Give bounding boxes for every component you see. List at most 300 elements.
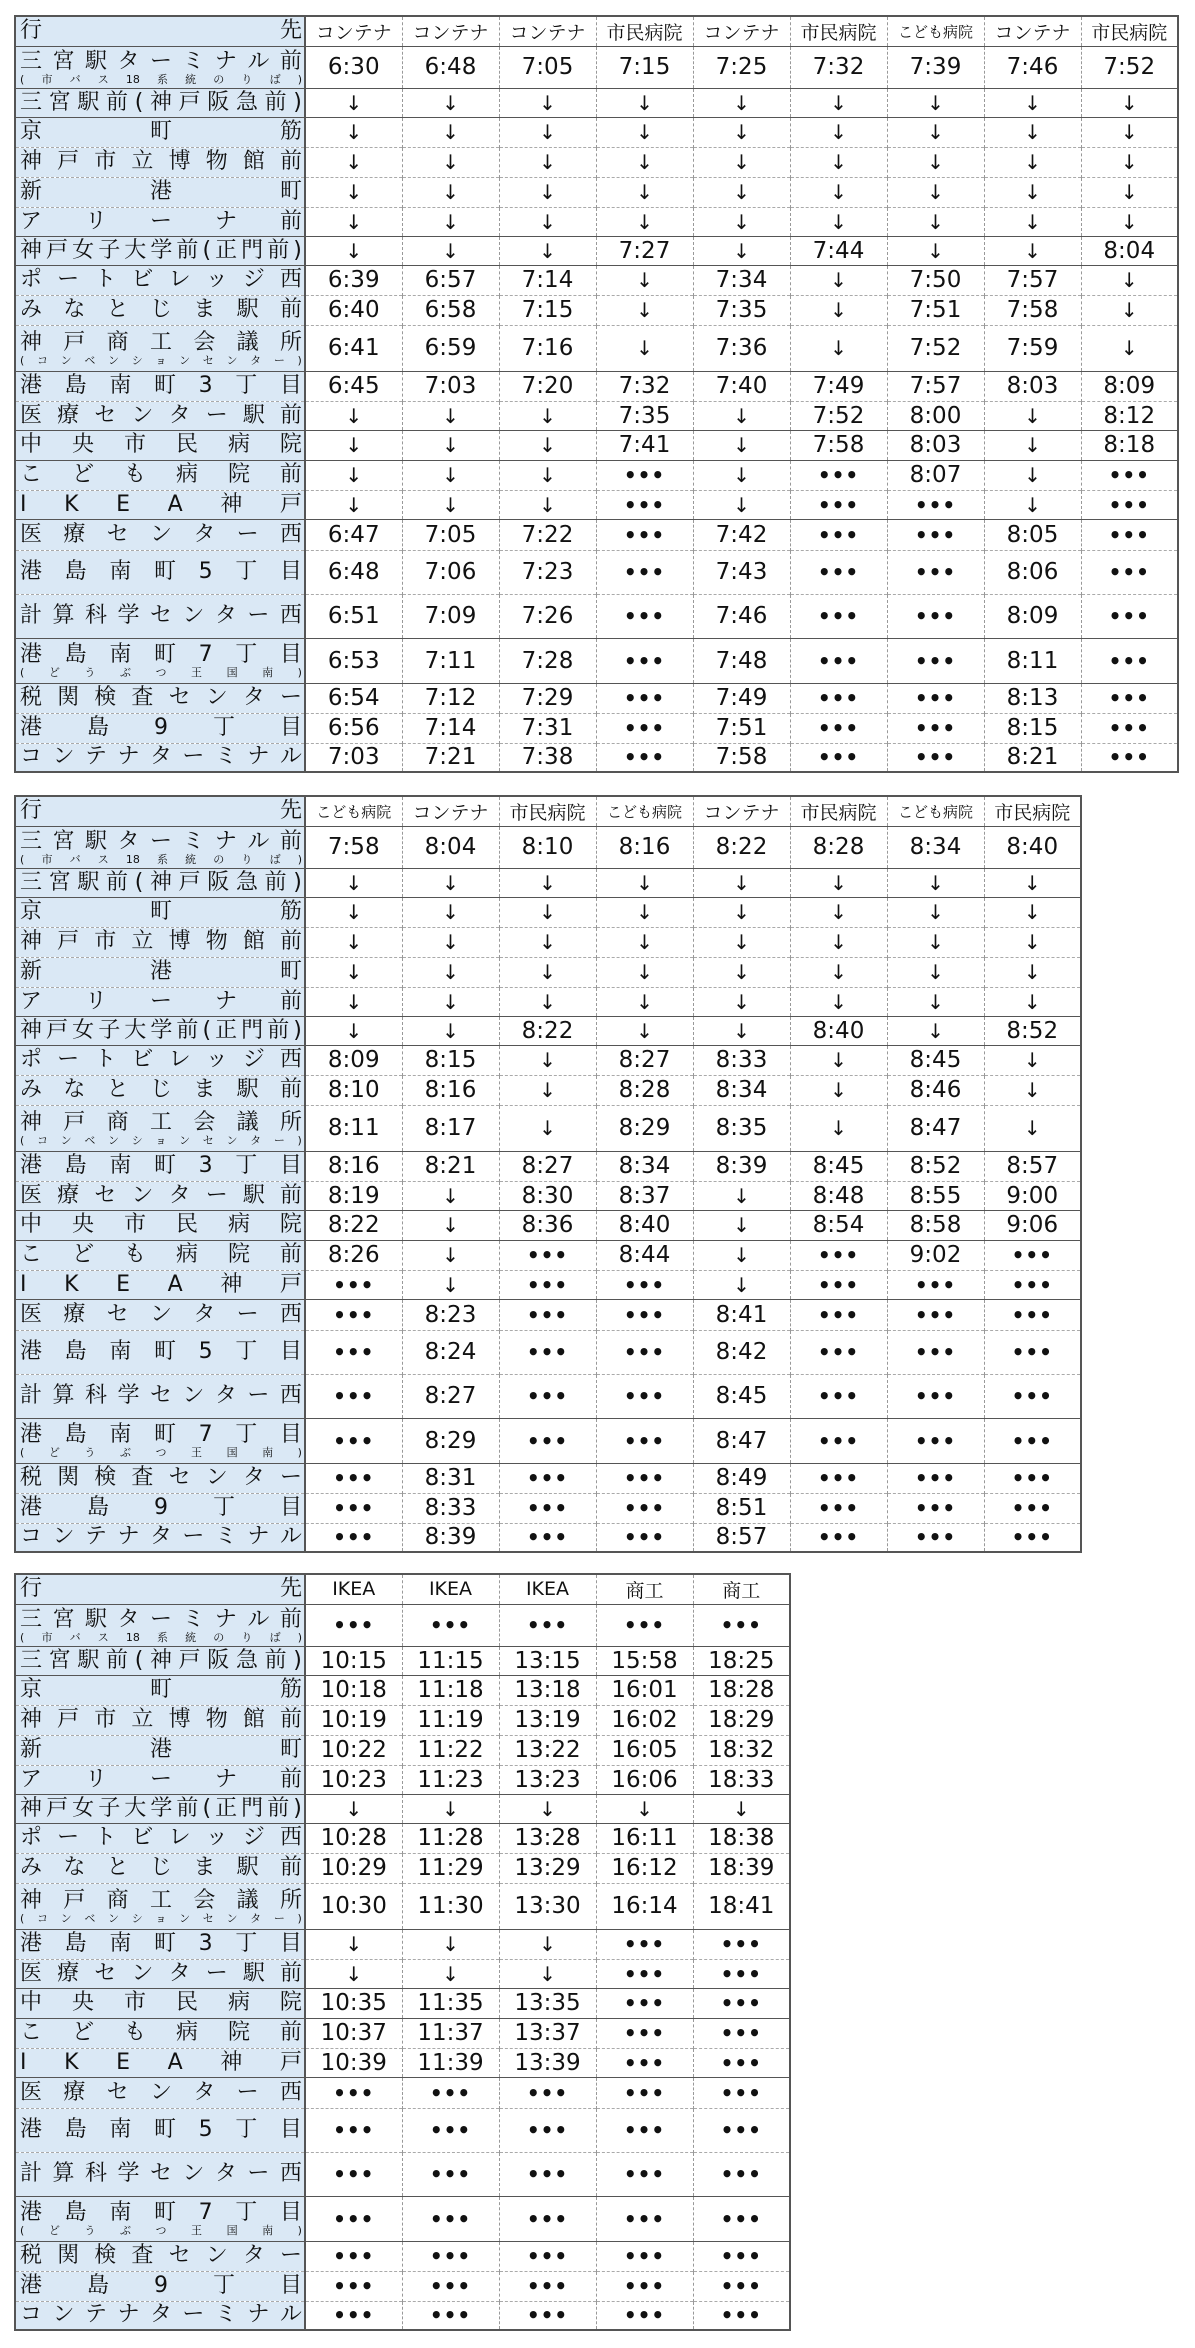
stop-char: 国 [226, 1446, 238, 1459]
pass-arrow-icon: ↓ [790, 868, 887, 897]
stop-char: 神 [220, 491, 243, 517]
departure-time: 7:49 [790, 371, 887, 401]
departure-time: 11:23 [402, 1765, 499, 1794]
no-service-cell: ••• [596, 490, 693, 519]
departure-time: 8:16 [402, 1075, 499, 1105]
departure-time: 13:23 [499, 1765, 596, 1794]
stop-char: う [84, 2224, 96, 2237]
stop-char: K [64, 1271, 79, 1297]
stop-char: 神 [20, 149, 43, 174]
pass-arrow-icon: ↓ [305, 897, 402, 927]
no-service-cell: ••• [887, 1493, 984, 1523]
pass-arrow-icon: ↓ [984, 490, 1081, 519]
stop-char: 立 [131, 929, 154, 954]
no-service-cell: ••• [402, 2196, 499, 2241]
stop-name [15, 88, 305, 117]
stop-char: ル [279, 744, 302, 770]
stop-char: 前 [279, 1766, 302, 1792]
stop-char: 神 [20, 237, 43, 263]
stop-name [15, 1675, 305, 1705]
stop-char: の [213, 1630, 225, 1644]
stop-name [15, 550, 305, 594]
stop-char: セ [168, 685, 191, 710]
stop-char: ( [20, 2224, 25, 2237]
no-service-cell: ••• [887, 683, 984, 713]
stop-char: 市 [41, 72, 53, 86]
no-service-cell: ••• [984, 1270, 1081, 1299]
departure-time: 8:51 [693, 1493, 790, 1523]
stop-char: 中 [20, 432, 43, 457]
stop-char: 18 [125, 852, 140, 866]
stop-row [15, 2196, 790, 2241]
stop-char: ) [293, 237, 302, 263]
stop-row [15, 987, 1081, 1016]
pass-arrow-icon: ↓ [790, 897, 887, 927]
stop-char: 島 [87, 1495, 110, 1520]
pass-arrow-icon: ↓ [887, 1016, 984, 1045]
departure-time: 7:51 [887, 295, 984, 325]
stop-name [15, 371, 305, 401]
stop-row [15, 236, 1178, 265]
pass-arrow-icon: ↓ [984, 236, 1081, 265]
pass-arrow-icon: ↓ [887, 88, 984, 117]
stop-char: タ [242, 1465, 265, 1490]
stop-char: ン [131, 1182, 154, 1208]
stop-row [15, 177, 1178, 207]
departure-time: 8:27 [499, 1151, 596, 1181]
stop-char: こ [20, 462, 43, 487]
no-service-cell: ••• [693, 2271, 790, 2301]
stop-char: ど [48, 1446, 60, 1459]
departure-time: 13:35 [499, 1988, 596, 2018]
stop-row [15, 1374, 1081, 1418]
stop-row [15, 2152, 790, 2196]
destination-cell: 商工 [693, 1574, 790, 1604]
stop-row [15, 1765, 790, 1794]
stop-row [15, 1240, 1081, 1270]
no-service-cell: ••• [402, 2152, 499, 2196]
departure-time: 7:15 [499, 295, 596, 325]
pass-arrow-icon: ↓ [596, 265, 693, 295]
stop-name [15, 2241, 305, 2271]
stop-name [15, 1523, 305, 1552]
stop-char: 戸 [46, 1795, 69, 1821]
no-service-cell: ••• [596, 638, 693, 683]
no-service-cell: ••• [499, 1604, 596, 1646]
stop-char: 神 [20, 329, 43, 355]
no-service-cell: ••• [402, 2271, 499, 2301]
departure-time: 8:40 [596, 1210, 693, 1240]
stop-char: 院 [279, 1990, 302, 2015]
destination-cell: コンテナ [693, 16, 790, 46]
stop-char: ( [20, 666, 25, 679]
departure-time: 10:28 [305, 1823, 402, 1853]
stop-char: こ [20, 1242, 43, 1267]
departure-time: 16:01 [596, 1675, 693, 1705]
stop-char: 港 [20, 642, 43, 667]
stop-name [15, 430, 305, 460]
pass-arrow-icon: ↓ [984, 401, 1081, 430]
stop-char: ン [182, 1383, 205, 1408]
stop-char: 女 [72, 1017, 95, 1043]
stop-char: 所 [279, 1109, 302, 1135]
no-service-cell: ••• [596, 743, 693, 772]
stop-char: 工 [149, 1109, 172, 1135]
stop-char: ン [179, 1911, 191, 1925]
no-service-cell: ••• [305, 2241, 402, 2271]
departure-time: 8:21 [402, 1151, 499, 1181]
departure-time: 8:58 [887, 1210, 984, 1240]
no-service-cell: ••• [887, 519, 984, 550]
no-service-cell: ••• [790, 713, 887, 743]
departure-time: 13:22 [499, 1735, 596, 1765]
stop-char: ン [60, 1911, 72, 1925]
stop-name [15, 1045, 305, 1075]
stop-char: 前 [279, 48, 302, 74]
departure-time: 10:39 [305, 2048, 402, 2077]
stop-char: ー [57, 1825, 80, 1850]
departure-time: 16:14 [596, 1883, 693, 1929]
stop-char: ル [279, 2302, 302, 2328]
stop-char: ッ [205, 267, 228, 292]
no-service-cell: ••• [596, 713, 693, 743]
stop-name [15, 147, 305, 177]
departure-time: 8:28 [596, 1075, 693, 1105]
departure-time: 11:39 [402, 2048, 499, 2077]
stop-char: 民 [175, 1212, 198, 1237]
stop-char: ( [134, 869, 144, 895]
no-service-cell: ••• [693, 1929, 790, 1959]
departure-time: 8:44 [596, 1240, 693, 1270]
departure-time: 7:14 [402, 713, 499, 743]
stop-char: ) [297, 1133, 302, 1147]
no-service-cell: ••• [596, 1929, 693, 1959]
stop-char: ジ [242, 267, 265, 292]
pass-arrow-icon: ↓ [402, 117, 499, 147]
stop-char: タ [193, 521, 216, 547]
stop-char: 前 [279, 149, 302, 174]
stop-char: 西 [279, 1301, 302, 1327]
pass-arrow-icon: ↓ [305, 1959, 402, 1988]
stop-name [15, 2108, 305, 2152]
stop-char: 前 [279, 929, 302, 954]
pass-arrow-icon: ↓ [790, 987, 887, 1016]
departure-time: 11:18 [402, 1675, 499, 1705]
stop-char: ) [297, 1630, 302, 1644]
no-service-cell: ••• [693, 2241, 790, 2271]
no-service-cell: ••• [693, 2152, 790, 2196]
stop-char: ー [273, 1911, 285, 1925]
stop-char: 央 [71, 432, 94, 457]
stop-char: 宮 [52, 1606, 75, 1632]
stop-char: ) [293, 1017, 302, 1043]
pass-arrow-icon: ↓ [693, 460, 790, 490]
departure-time: 8:23 [402, 1299, 499, 1330]
pass-arrow-icon: ↓ [693, 88, 790, 117]
stop-char: 目 [279, 715, 302, 740]
stop-char: 駅 [84, 828, 107, 854]
pass-arrow-icon: ↓ [402, 1794, 499, 1823]
stop-char: 南 [109, 1339, 132, 1364]
stop-char: 系 [157, 1630, 168, 1644]
no-service-cell: ••• [693, 1959, 790, 1988]
stop-char: 科 [84, 2161, 107, 2186]
stop-char: 筋 [279, 119, 302, 144]
stop-name [15, 2152, 305, 2196]
stop-char: 宮 [48, 869, 71, 895]
pass-arrow-icon: ↓ [693, 868, 790, 897]
stop-row [15, 1493, 1081, 1523]
pass-arrow-icon: ↓ [305, 868, 402, 897]
stop-char: ( [202, 1795, 212, 1821]
no-service-cell: ••• [499, 1418, 596, 1463]
stop-char: 丁 [235, 559, 258, 584]
no-service-cell: ••• [499, 1240, 596, 1270]
stop-char: レ [168, 1047, 191, 1072]
pass-arrow-icon: ↓ [984, 1075, 1081, 1105]
stop-char: 医 [20, 1182, 43, 1208]
pass-arrow-icon: ↓ [984, 927, 1081, 957]
stop-char: 丁 [235, 1153, 258, 1178]
stop-char: ナ [214, 1606, 237, 1632]
pass-arrow-icon: ↓ [499, 1929, 596, 1959]
departure-time: 7:57 [887, 371, 984, 401]
departure-time: 13:28 [499, 1823, 596, 1853]
stop-char: ば [269, 852, 281, 866]
departure-time: 13:15 [499, 1646, 596, 1675]
departure-time: 18:39 [693, 1853, 790, 1883]
departure-time: 7:35 [693, 295, 790, 325]
departure-time: 8:37 [596, 1181, 693, 1210]
stop-char: ば [269, 1630, 281, 1644]
stop-char: ー [57, 267, 80, 292]
stop-char: ッ [205, 1825, 228, 1850]
stop-char: 計 [20, 603, 43, 628]
stop-char: ン [108, 1911, 120, 1925]
stop-char: ナ [214, 1766, 237, 1792]
stop-char: 戸 [63, 1887, 86, 1913]
departure-time: 8:47 [887, 1105, 984, 1151]
no-service-cell: ••• [596, 683, 693, 713]
stop-row [15, 46, 1178, 88]
stop-char: 前 [267, 1795, 290, 1821]
stop-char: ン [52, 1524, 75, 1550]
stop-name [15, 1463, 305, 1493]
no-service-cell: ••• [596, 1493, 693, 1523]
stop-char: 駅 [77, 869, 100, 895]
stop-char: 目 [279, 2117, 302, 2142]
stop-char: ナ [247, 744, 270, 770]
stop-char: ル [247, 1606, 270, 1632]
stop-char: 前 [279, 2020, 302, 2045]
departure-time: 8:54 [790, 1210, 887, 1240]
stop-char: 西 [279, 2079, 302, 2105]
stop-row [15, 1045, 1081, 1075]
pass-arrow-icon: ↓ [693, 490, 790, 519]
departure-time: 8:11 [984, 638, 1081, 683]
stop-char: ベ [84, 1133, 96, 1147]
stop-char: ) [293, 89, 302, 115]
pass-arrow-icon: ↓ [402, 207, 499, 236]
stop-char: 前 [279, 462, 302, 487]
departure-time: 7:58 [984, 295, 1081, 325]
stop-char: 院 [227, 462, 250, 487]
stop-char: 学 [150, 1795, 173, 1821]
stop-char: 島 [64, 2200, 87, 2225]
label-left: 行 [20, 1576, 43, 1602]
pass-arrow-icon: ↓ [499, 1045, 596, 1075]
stop-char: ー [149, 828, 172, 854]
stop-char: ン [179, 1133, 191, 1147]
stop-char: ) [293, 1647, 302, 1673]
destination-cell: コンテナ [402, 796, 499, 826]
stop-char: 町 [279, 959, 302, 984]
pass-arrow-icon: ↓ [402, 897, 499, 927]
stop-row [15, 1959, 790, 1988]
stop-char: ン [226, 353, 238, 367]
stop-char: 島 [64, 642, 87, 667]
stop-char: 南 [109, 2200, 132, 2225]
stop-char: ) [297, 2224, 302, 2237]
stop-char: 工 [149, 329, 172, 355]
departure-time: 8:29 [596, 1105, 693, 1151]
no-service-cell: ••• [596, 460, 693, 490]
pass-arrow-icon: ↓ [499, 927, 596, 957]
stop-row [15, 2241, 790, 2271]
stop-char: 南 [109, 1422, 132, 1447]
stop-char: 港 [20, 2117, 43, 2142]
departure-time: 8:48 [790, 1181, 887, 1210]
destination-header-row [15, 16, 1178, 46]
stop-char: 市 [94, 1707, 117, 1732]
destination-cell: IKEA [305, 1574, 402, 1604]
no-service-cell: ••• [499, 2301, 596, 2330]
no-service-cell: ••• [499, 2108, 596, 2152]
stop-char: 南 [109, 1153, 132, 1178]
stop-char: 査 [131, 1465, 154, 1490]
destination-cell: こども病院 [596, 796, 693, 826]
stop-char: セ [202, 1911, 214, 1925]
pass-arrow-icon: ↓ [499, 1959, 596, 1988]
departure-time: 10:35 [305, 1988, 402, 2018]
stop-char: 前 [279, 402, 302, 428]
stop-char: 町 [153, 2117, 176, 2142]
destination-label [15, 1574, 305, 1604]
pass-arrow-icon: ↓ [887, 868, 984, 897]
stop-row [15, 519, 1178, 550]
stop-char: 病 [175, 462, 198, 487]
stop-char: 丁 [235, 1339, 258, 1364]
stop-char: ど [48, 2224, 60, 2237]
no-service-cell: ••• [887, 1330, 984, 1374]
stop-char: ン [149, 2079, 172, 2105]
departure-time: 7:35 [596, 401, 693, 430]
stop-row [15, 1105, 1081, 1151]
stop-char: 議 [236, 329, 259, 355]
departure-time: 8:27 [596, 1045, 693, 1075]
departure-time: 8:03 [887, 430, 984, 460]
stop-char: 税 [20, 685, 43, 710]
stop-char: ( [134, 89, 144, 115]
stop-char: ポ [20, 1825, 43, 1850]
stop-char: 戸 [178, 1647, 201, 1673]
no-service-cell: ••• [305, 2196, 402, 2241]
stop-char: 医 [20, 402, 43, 428]
stop-char: セ [149, 1383, 172, 1408]
stop-char: う [84, 666, 96, 679]
stop-char: 子 [98, 1795, 121, 1821]
stop-char: タ [193, 1301, 216, 1327]
stop-char: 目 [279, 1931, 302, 1956]
stop-char: 目 [279, 642, 302, 667]
stop-char: 島 [87, 715, 110, 740]
stop-char: 西 [279, 1047, 302, 1072]
departure-time: 7:39 [887, 46, 984, 88]
stop-char: 査 [131, 685, 154, 710]
stop-char: 女 [72, 1795, 95, 1821]
stop-name [15, 594, 305, 638]
no-service-cell: ••• [1081, 683, 1178, 713]
no-service-cell: ••• [984, 1330, 1081, 1374]
stop-char: 目 [279, 1339, 302, 1364]
no-service-cell: ••• [499, 2077, 596, 2108]
stop-char: 駅 [242, 1960, 265, 1986]
departure-time: 10:15 [305, 1646, 402, 1675]
stop-name [15, 1210, 305, 1240]
departure-time: 7:32 [790, 46, 887, 88]
stop-char: ど [71, 2020, 94, 2045]
stop-char: 前 [106, 1647, 129, 1673]
no-service-cell: ••• [984, 1240, 1081, 1270]
no-service-cell: ••• [596, 1959, 693, 1988]
stop-char: タ [242, 685, 265, 710]
stop-char: 島 [87, 2273, 110, 2298]
stop-char: ー [149, 48, 172, 74]
no-service-cell: ••• [693, 2077, 790, 2108]
stop-char: ミ [214, 744, 237, 770]
stop-char: も [123, 1242, 146, 1267]
stop-char: 戸 [57, 1707, 80, 1732]
departure-time: 7:11 [402, 638, 499, 683]
stop-name [15, 46, 305, 88]
pass-arrow-icon: ↓ [790, 295, 887, 325]
no-service-cell: ••• [596, 2196, 693, 2241]
stop-char: バ [69, 852, 81, 866]
stop-char: タ [168, 402, 191, 428]
departure-time: 8:19 [305, 1181, 402, 1210]
stop-char: 3 [198, 1931, 213, 1956]
no-service-cell: ••• [305, 2301, 402, 2330]
destination-cell: コンテナ [499, 16, 596, 46]
stop-row [15, 743, 1178, 772]
pass-arrow-icon: ↓ [887, 117, 984, 147]
stop-char: 目 [279, 373, 302, 398]
no-service-cell: ••• [596, 550, 693, 594]
stop-row [15, 1823, 790, 1853]
stop-char: タ [214, 2161, 237, 2186]
departure-time: 8:40 [984, 826, 1081, 868]
stop-char: う [84, 1446, 96, 1459]
stop-char: ビ [131, 1825, 154, 1850]
no-service-cell: ••• [305, 1493, 402, 1523]
stop-row [15, 1883, 790, 1929]
stop-char: タ [117, 48, 140, 74]
departure-time: 7:50 [887, 265, 984, 295]
stop-char: 前 [106, 869, 129, 895]
label-left: 行 [20, 798, 43, 824]
pass-arrow-icon: ↓ [1081, 207, 1178, 236]
stop-name [15, 2301, 305, 2330]
